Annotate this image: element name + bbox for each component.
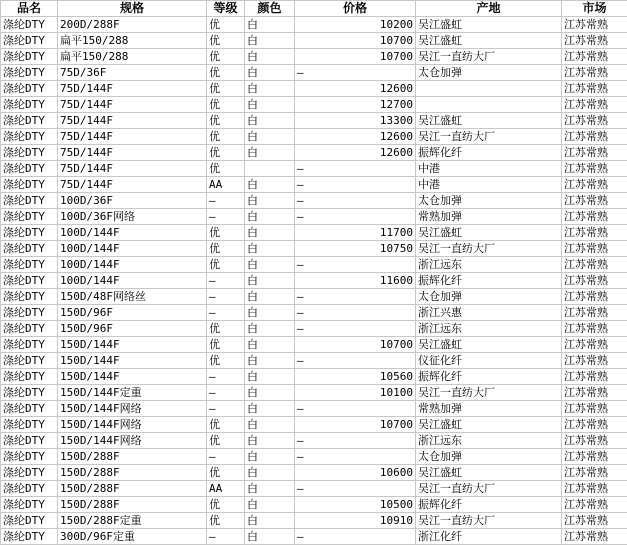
origin-cell: 振辉化纤 [416, 145, 562, 161]
product-name-cell: 涤纶DTY [1, 225, 58, 241]
table-row [1, 321, 627, 337]
color-cell: 白 [245, 225, 295, 241]
grade-cell: 优 [207, 241, 245, 257]
market-cell: 江苏常熟 [562, 513, 627, 529]
price-cell: 13300 [295, 113, 416, 129]
market-cell: 江苏常熟 [562, 97, 627, 113]
grade-cell: — [207, 209, 245, 225]
price-cell: 10100 [295, 385, 416, 401]
color-cell: 白 [245, 369, 295, 385]
price-cell: 12600 [295, 81, 416, 97]
color-cell: 白 [245, 321, 295, 337]
origin-cell: 吴江盛虹 [416, 17, 562, 33]
origin-cell: 中港 [416, 177, 562, 193]
header-spec: 规格 [58, 1, 207, 17]
price-cell: — [295, 305, 416, 321]
market-cell: 江苏常熟 [562, 81, 627, 97]
grade-cell: 优 [207, 257, 245, 273]
color-cell: 白 [245, 529, 295, 545]
grade-cell: 优 [207, 513, 245, 529]
product-name-cell: 涤纶DTY [1, 369, 58, 385]
grade-cell: — [207, 401, 245, 417]
origin-cell: 太仓加弹 [416, 289, 562, 305]
origin-cell: 浙江远东 [416, 257, 562, 273]
market-cell: 江苏常熟 [562, 113, 627, 129]
table-row [1, 385, 627, 401]
price-cell: — [295, 529, 416, 545]
origin-cell: 常熟加弹 [416, 209, 562, 225]
color-cell: 白 [245, 465, 295, 481]
price-cell: 12600 [295, 129, 416, 145]
grade-cell: — [207, 449, 245, 465]
price-cell: — [295, 481, 416, 497]
color-cell: 白 [245, 401, 295, 417]
header-grade: 等级 [207, 1, 245, 17]
price-cell: — [295, 433, 416, 449]
origin-cell: 吴江一直纺大厂 [416, 241, 562, 257]
table-row [1, 529, 627, 545]
spec-cell: 150D/48F网络丝 [58, 289, 207, 305]
table-row [1, 193, 627, 209]
grade-cell: 优 [207, 497, 245, 513]
price-cell: 10910 [295, 513, 416, 529]
grade-cell: 优 [207, 161, 245, 177]
spec-cell: 100D/144F [58, 241, 207, 257]
product-name-cell: 涤纶DTY [1, 385, 58, 401]
product-name-cell: 涤纶DTY [1, 97, 58, 113]
table-row [1, 209, 627, 225]
color-cell: 白 [245, 241, 295, 257]
price-cell: — [295, 289, 416, 305]
spec-cell: 75D/144F [58, 145, 207, 161]
table-row [1, 449, 627, 465]
spec-cell: 100D/144F [58, 225, 207, 241]
spec-cell: 75D/144F [58, 161, 207, 177]
product-name-cell: 涤纶DTY [1, 33, 58, 49]
spec-cell: 300D/96F定重 [58, 529, 207, 545]
origin-cell: 常熟加弹 [416, 401, 562, 417]
grade-cell: 优 [207, 465, 245, 481]
product-name-cell: 涤纶DTY [1, 209, 58, 225]
market-cell: 江苏常熟 [562, 49, 627, 65]
origin-cell [416, 81, 562, 97]
price-cell: 10750 [295, 241, 416, 257]
color-cell: 白 [245, 337, 295, 353]
origin-cell: 振辉化纤 [416, 273, 562, 289]
table-row [1, 241, 627, 257]
market-cell: 江苏常熟 [562, 145, 627, 161]
spec-cell: 75D/144F [58, 81, 207, 97]
market-cell: 江苏常熟 [562, 17, 627, 33]
price-cell: 10200 [295, 17, 416, 33]
table-row [1, 417, 627, 433]
origin-cell: 吴江盛虹 [416, 113, 562, 129]
market-cell: 江苏常熟 [562, 129, 627, 145]
origin-cell: 中港 [416, 161, 562, 177]
table-row [1, 369, 627, 385]
table-row [1, 225, 627, 241]
product-name-cell: 涤纶DTY [1, 113, 58, 129]
table-body [1, 17, 627, 545]
origin-cell: 吴江盛虹 [416, 337, 562, 353]
origin-cell: 太仓加弹 [416, 65, 562, 81]
grade-cell: 优 [207, 321, 245, 337]
spec-cell: 100D/36F网络 [58, 209, 207, 225]
spec-cell: 150D/144F [58, 369, 207, 385]
price-cell: 12700 [295, 97, 416, 113]
market-cell: 江苏常熟 [562, 497, 627, 513]
grade-cell: AA [207, 177, 245, 193]
market-cell: 江苏常熟 [562, 433, 627, 449]
product-name-cell: 涤纶DTY [1, 241, 58, 257]
product-name-cell: 涤纶DTY [1, 177, 58, 193]
origin-cell: 吴江盛虹 [416, 225, 562, 241]
origin-cell: 浙江化纤 [416, 529, 562, 545]
product-name-cell: 涤纶DTY [1, 257, 58, 273]
table-row [1, 257, 627, 273]
origin-cell: 太仓加弹 [416, 449, 562, 465]
spec-cell: 150D/288F [58, 481, 207, 497]
table-row [1, 81, 627, 97]
color-cell: 白 [245, 353, 295, 369]
spec-cell: 75D/144F [58, 177, 207, 193]
price-cell: 10700 [295, 49, 416, 65]
origin-cell: 吴江一直纺大厂 [416, 385, 562, 401]
price-cell: 11600 [295, 273, 416, 289]
table-row [1, 49, 627, 65]
spec-cell: 150D/144F [58, 337, 207, 353]
grade-cell: 优 [207, 433, 245, 449]
table-row [1, 17, 627, 33]
grade-cell: — [207, 273, 245, 289]
header-market: 市场 [562, 1, 627, 17]
origin-cell: 太仓加弹 [416, 193, 562, 209]
price-cell: 10700 [295, 417, 416, 433]
market-cell: 江苏常熟 [562, 353, 627, 369]
price-cell: 12600 [295, 145, 416, 161]
color-cell: 白 [245, 65, 295, 81]
product-name-cell: 涤纶DTY [1, 401, 58, 417]
product-name-cell: 涤纶DTY [1, 353, 58, 369]
color-cell: 白 [245, 145, 295, 161]
grade-cell: 优 [207, 81, 245, 97]
market-cell: 江苏常熟 [562, 449, 627, 465]
product-name-cell: 涤纶DTY [1, 433, 58, 449]
market-cell: 江苏常熟 [562, 209, 627, 225]
grade-cell: — [207, 529, 245, 545]
market-cell: 江苏常熟 [562, 289, 627, 305]
table-row [1, 97, 627, 113]
spec-cell: 150D/96F [58, 305, 207, 321]
product-name-cell: 涤纶DTY [1, 289, 58, 305]
product-name-cell: 涤纶DTY [1, 465, 58, 481]
color-cell: 白 [245, 305, 295, 321]
market-cell: 江苏常熟 [562, 33, 627, 49]
origin-cell: 吴江一直纺大厂 [416, 481, 562, 497]
price-cell: 10560 [295, 369, 416, 385]
grade-cell: 优 [207, 353, 245, 369]
price-cell: — [295, 321, 416, 337]
price-cell: — [295, 401, 416, 417]
grade-cell: — [207, 305, 245, 321]
price-cell: — [295, 177, 416, 193]
spec-cell: 100D/144F [58, 257, 207, 273]
product-name-cell: 涤纶DTY [1, 17, 58, 33]
price-cell: — [295, 449, 416, 465]
spec-cell: 150D/144F网络 [58, 401, 207, 417]
spec-cell: 100D/36F [58, 193, 207, 209]
product-name-cell: 涤纶DTY [1, 193, 58, 209]
price-cell: — [295, 65, 416, 81]
color-cell: 白 [245, 17, 295, 33]
price-cell: — [295, 257, 416, 273]
color-cell: 白 [245, 257, 295, 273]
table-row [1, 497, 627, 513]
origin-cell: 吴江盛虹 [416, 33, 562, 49]
price-cell: 10700 [295, 33, 416, 49]
grade-cell: 优 [207, 97, 245, 113]
market-cell: 江苏常熟 [562, 305, 627, 321]
product-name-cell: 涤纶DTY [1, 273, 58, 289]
product-name-cell: 涤纶DTY [1, 529, 58, 545]
origin-cell: 振辉化纤 [416, 369, 562, 385]
product-name-cell: 涤纶DTY [1, 337, 58, 353]
product-name-cell: 涤纶DTY [1, 49, 58, 65]
table-row [1, 145, 627, 161]
spec-cell: 扁平150/288 [58, 49, 207, 65]
grade-cell: 优 [207, 337, 245, 353]
grade-cell: AA [207, 481, 245, 497]
color-cell: 白 [245, 513, 295, 529]
spec-cell: 150D/288F [58, 497, 207, 513]
market-cell: 江苏常熟 [562, 401, 627, 417]
color-cell: 白 [245, 289, 295, 305]
product-name-cell: 涤纶DTY [1, 305, 58, 321]
color-cell: 白 [245, 449, 295, 465]
table-row [1, 337, 627, 353]
table-row [1, 161, 627, 177]
origin-cell: 浙江远东 [416, 433, 562, 449]
origin-cell: 仪征化纤 [416, 353, 562, 369]
product-name-cell: 涤纶DTY [1, 417, 58, 433]
product-name-cell: 涤纶DTY [1, 81, 58, 97]
color-cell: 白 [245, 177, 295, 193]
price-cell: 10600 [295, 465, 416, 481]
header-product-name: 品名 [1, 1, 58, 17]
price-cell: — [295, 161, 416, 177]
origin-cell: 浙江兴惠 [416, 305, 562, 321]
table-row [1, 129, 627, 145]
product-name-cell: 涤纶DTY [1, 145, 58, 161]
color-cell: 白 [245, 481, 295, 497]
color-cell: 白 [245, 33, 295, 49]
market-cell: 江苏常熟 [562, 417, 627, 433]
market-cell: 江苏常熟 [562, 193, 627, 209]
origin-cell: 吴江一直纺大厂 [416, 129, 562, 145]
spec-cell: 75D/144F [58, 113, 207, 129]
spec-cell: 150D/144F [58, 353, 207, 369]
origin-cell: 吴江盛虹 [416, 417, 562, 433]
grade-cell: 优 [207, 65, 245, 81]
table-row [1, 465, 627, 481]
price-cell: — [295, 353, 416, 369]
origin-cell: 吴江一直纺大厂 [416, 513, 562, 529]
price-cell: — [295, 209, 416, 225]
product-name-cell: 涤纶DTY [1, 129, 58, 145]
origin-cell: 振辉化纤 [416, 497, 562, 513]
spec-cell: 150D/144F网络 [58, 433, 207, 449]
price-cell: 10500 [295, 497, 416, 513]
market-cell: 江苏常熟 [562, 177, 627, 193]
header-color: 颜色 [245, 1, 295, 17]
product-name-cell: 涤纶DTY [1, 449, 58, 465]
market-cell: 江苏常熟 [562, 465, 627, 481]
color-cell: 白 [245, 97, 295, 113]
product-name-cell: 涤纶DTY [1, 65, 58, 81]
market-cell: 江苏常熟 [562, 337, 627, 353]
spec-cell: 200D/288F [58, 17, 207, 33]
grade-cell: 优 [207, 129, 245, 145]
spec-cell: 150D/144F定重 [58, 385, 207, 401]
spec-cell: 75D/144F [58, 97, 207, 113]
color-cell: 白 [245, 273, 295, 289]
market-cell: 江苏常熟 [562, 225, 627, 241]
price-cell: 11700 [295, 225, 416, 241]
product-name-cell: 涤纶DTY [1, 497, 58, 513]
color-cell [245, 161, 295, 177]
table-row [1, 433, 627, 449]
spec-cell: 75D/144F [58, 129, 207, 145]
color-cell: 白 [245, 129, 295, 145]
market-cell: 江苏常熟 [562, 385, 627, 401]
header-origin: 产地 [416, 1, 562, 17]
grade-cell: 优 [207, 49, 245, 65]
color-cell: 白 [245, 113, 295, 129]
spec-cell: 150D/288F [58, 449, 207, 465]
header-price: 价格 [295, 1, 416, 17]
grade-cell: 优 [207, 417, 245, 433]
table-row [1, 481, 627, 497]
color-cell: 白 [245, 385, 295, 401]
origin-cell: 吴江盛虹 [416, 465, 562, 481]
table-row [1, 273, 627, 289]
table-row [1, 289, 627, 305]
grade-cell: 优 [207, 145, 245, 161]
color-cell: 白 [245, 209, 295, 225]
grade-cell: 优 [207, 17, 245, 33]
origin-cell: 吴江一直纺大厂 [416, 49, 562, 65]
grade-cell: 优 [207, 33, 245, 49]
grade-cell: 优 [207, 113, 245, 129]
spec-cell: 75D/36F [58, 65, 207, 81]
spec-cell: 100D/144F [58, 273, 207, 289]
grade-cell: — [207, 289, 245, 305]
table-row [1, 305, 627, 321]
product-name-cell: 涤纶DTY [1, 321, 58, 337]
grade-cell: — [207, 385, 245, 401]
market-cell: 江苏常熟 [562, 257, 627, 273]
market-cell: 江苏常熟 [562, 273, 627, 289]
price-cell: 10700 [295, 337, 416, 353]
origin-cell [416, 97, 562, 113]
table-row [1, 513, 627, 529]
market-cell: 江苏常熟 [562, 65, 627, 81]
spec-cell: 扁平150/288 [58, 33, 207, 49]
product-name-cell: 涤纶DTY [1, 161, 58, 177]
table-row [1, 65, 627, 81]
header-row [1, 1, 627, 17]
table-row [1, 353, 627, 369]
origin-cell: 浙江远东 [416, 321, 562, 337]
spec-cell: 150D/288F [58, 465, 207, 481]
product-name-cell: 涤纶DTY [1, 513, 58, 529]
spec-cell: 150D/144F网络 [58, 417, 207, 433]
table-row [1, 113, 627, 129]
color-cell: 白 [245, 81, 295, 97]
spec-cell: 150D/288F定重 [58, 513, 207, 529]
color-cell: 白 [245, 497, 295, 513]
table-row [1, 177, 627, 193]
color-cell: 白 [245, 193, 295, 209]
color-cell: 白 [245, 417, 295, 433]
spec-cell: 150D/96F [58, 321, 207, 337]
color-cell: 白 [245, 433, 295, 449]
color-cell: 白 [245, 49, 295, 65]
market-cell: 江苏常熟 [562, 369, 627, 385]
price-cell: — [295, 193, 416, 209]
grade-cell: — [207, 193, 245, 209]
market-cell: 江苏常熟 [562, 321, 627, 337]
grade-cell: 优 [207, 225, 245, 241]
market-cell: 江苏常熟 [562, 161, 627, 177]
market-cell: 江苏常熟 [562, 481, 627, 497]
grade-cell: — [207, 369, 245, 385]
table-row [1, 33, 627, 49]
product-name-cell: 涤纶DTY [1, 481, 58, 497]
market-cell: 江苏常熟 [562, 241, 627, 257]
market-cell: 江苏常熟 [562, 529, 627, 545]
table-row [1, 401, 627, 417]
